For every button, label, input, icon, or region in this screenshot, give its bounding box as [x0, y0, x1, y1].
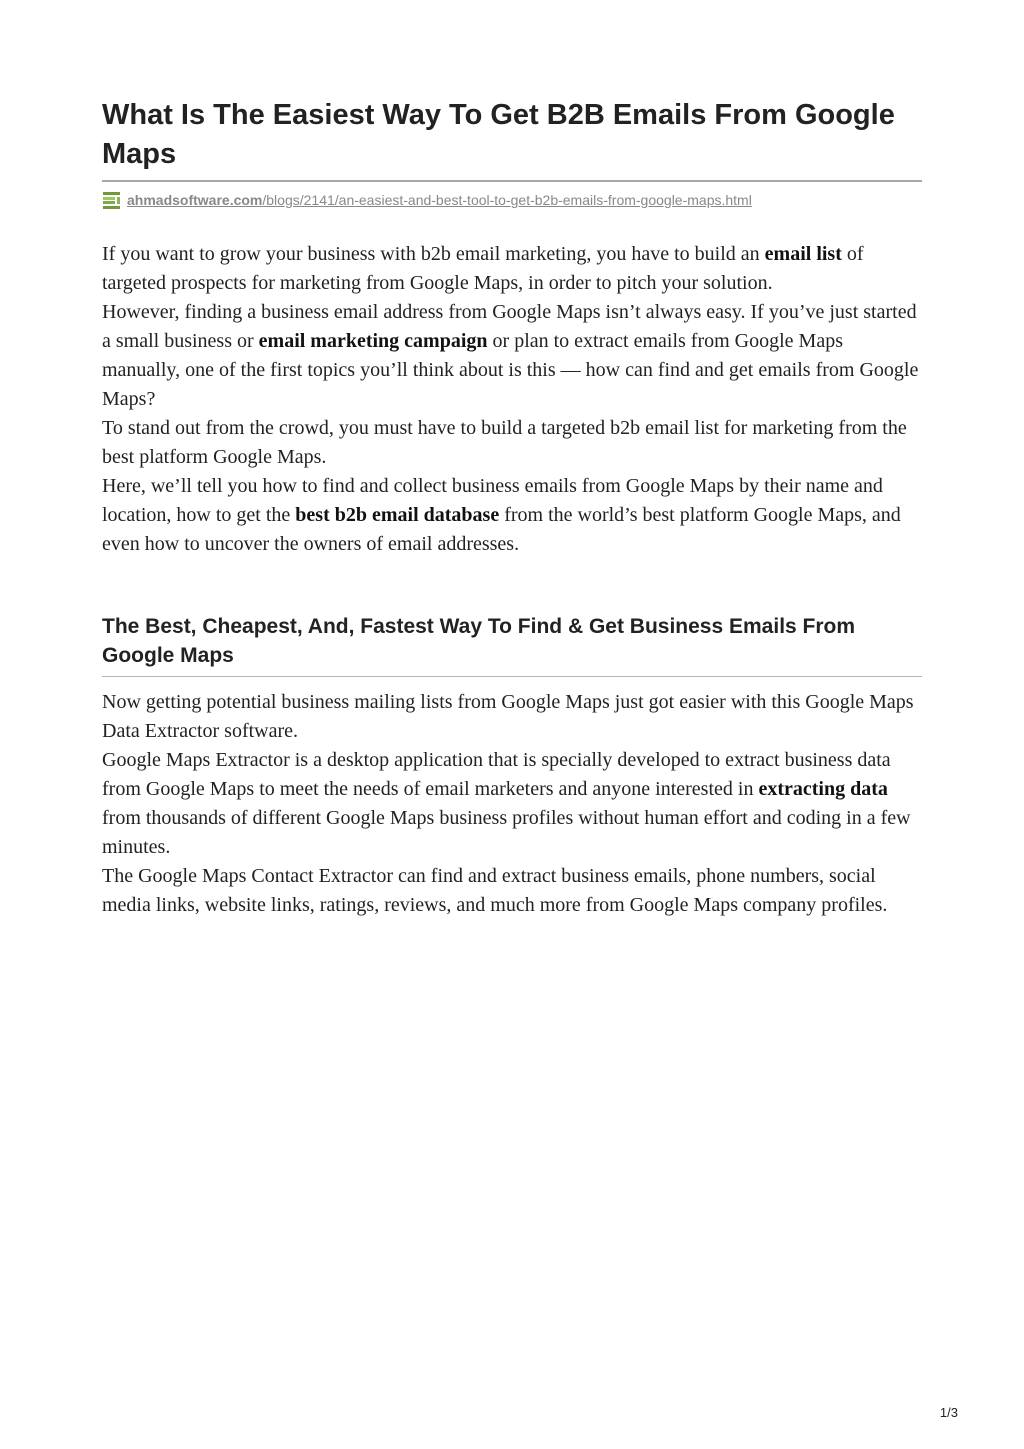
emphasis-email-list: email list — [764, 243, 842, 265]
text-run: Google Maps Extractor is a desktop application that is specially developed to extract business data from Google Maps to meet the needs of email marketers and anyone interested in — [102, 749, 891, 800]
intro-paragraph-2 — [102, 298, 924, 414]
text-run: Here, we’ll tell you how to find and collect business emails from Google Maps by their name and location, how to get the — [102, 475, 883, 526]
emphasis-email-marketing-campaign: email marketing campaign — [258, 330, 488, 352]
intro-paragraph-1 — [102, 240, 924, 298]
page-title: What Is The Easiest Way To Get B2B Emails From Google Maps — [102, 99, 895, 170]
section-paragraph-2 — [102, 746, 924, 862]
text-run: or plan to extract emails from Google Maps manually, one of the first topics you’ll think about is this — how can find and get emails from Google Maps? — [102, 330, 919, 410]
source-path: /blogs/2141/an-easiest-and-best-tool-to-get-b2b-emails-from-google-maps.html — [262, 192, 752, 208]
text-run: from thousands of different Google Maps business profiles without human effort and coding in a few minutes. — [102, 807, 911, 858]
section-paragraph-1: Now getting potential business mailing lists from Google Maps just got easier with this Google Maps Data Extractor software. — [102, 691, 914, 742]
text-run: If you want to grow your business with b2b email marketing, you have to build an — [102, 243, 765, 265]
emphasis-best-b2b-email-database: best b2b email database — [295, 504, 500, 526]
site-favicon-icon — [102, 191, 121, 210]
section-paragraph-3: The Google Maps Contact Extractor can find and extract business emails, phone numbers, social media links, website links, ratings, reviews, and much more from Google Maps company profiles. — [102, 865, 888, 916]
source-domain: ahmadsoftware.com — [127, 192, 263, 208]
emphasis-extracting-data: extracting data — [758, 778, 888, 800]
section-body — [102, 688, 924, 920]
intro-paragraph-4 — [102, 472, 924, 559]
page-number: 1/3 — [939, 1405, 958, 1420]
source-line — [102, 190, 922, 210]
text-run: However, finding a business email address from Google Maps isn’t always easy. If you’ve just started a small business or — [102, 301, 917, 352]
title-divider — [102, 180, 922, 182]
section-heading: The Best, Cheapest, And, Fastest Way To Find & Get Business Emails From Google Maps — [102, 615, 856, 667]
text-run: of targeted prospects for marketing from Google Maps, in order to pitch your solution. — [102, 243, 864, 294]
intro-paragraph-3: To stand out from the crowd, you must have to build a targeted b2b email list for marketing from the best platform Google Maps. — [102, 417, 907, 468]
source-url-link[interactable] — [127, 192, 752, 208]
section-divider — [102, 676, 922, 677]
text-run: from the world’s best platform Google Maps, and even how to uncover the owners of email addresses. — [102, 504, 901, 555]
intro-section — [102, 240, 924, 559]
